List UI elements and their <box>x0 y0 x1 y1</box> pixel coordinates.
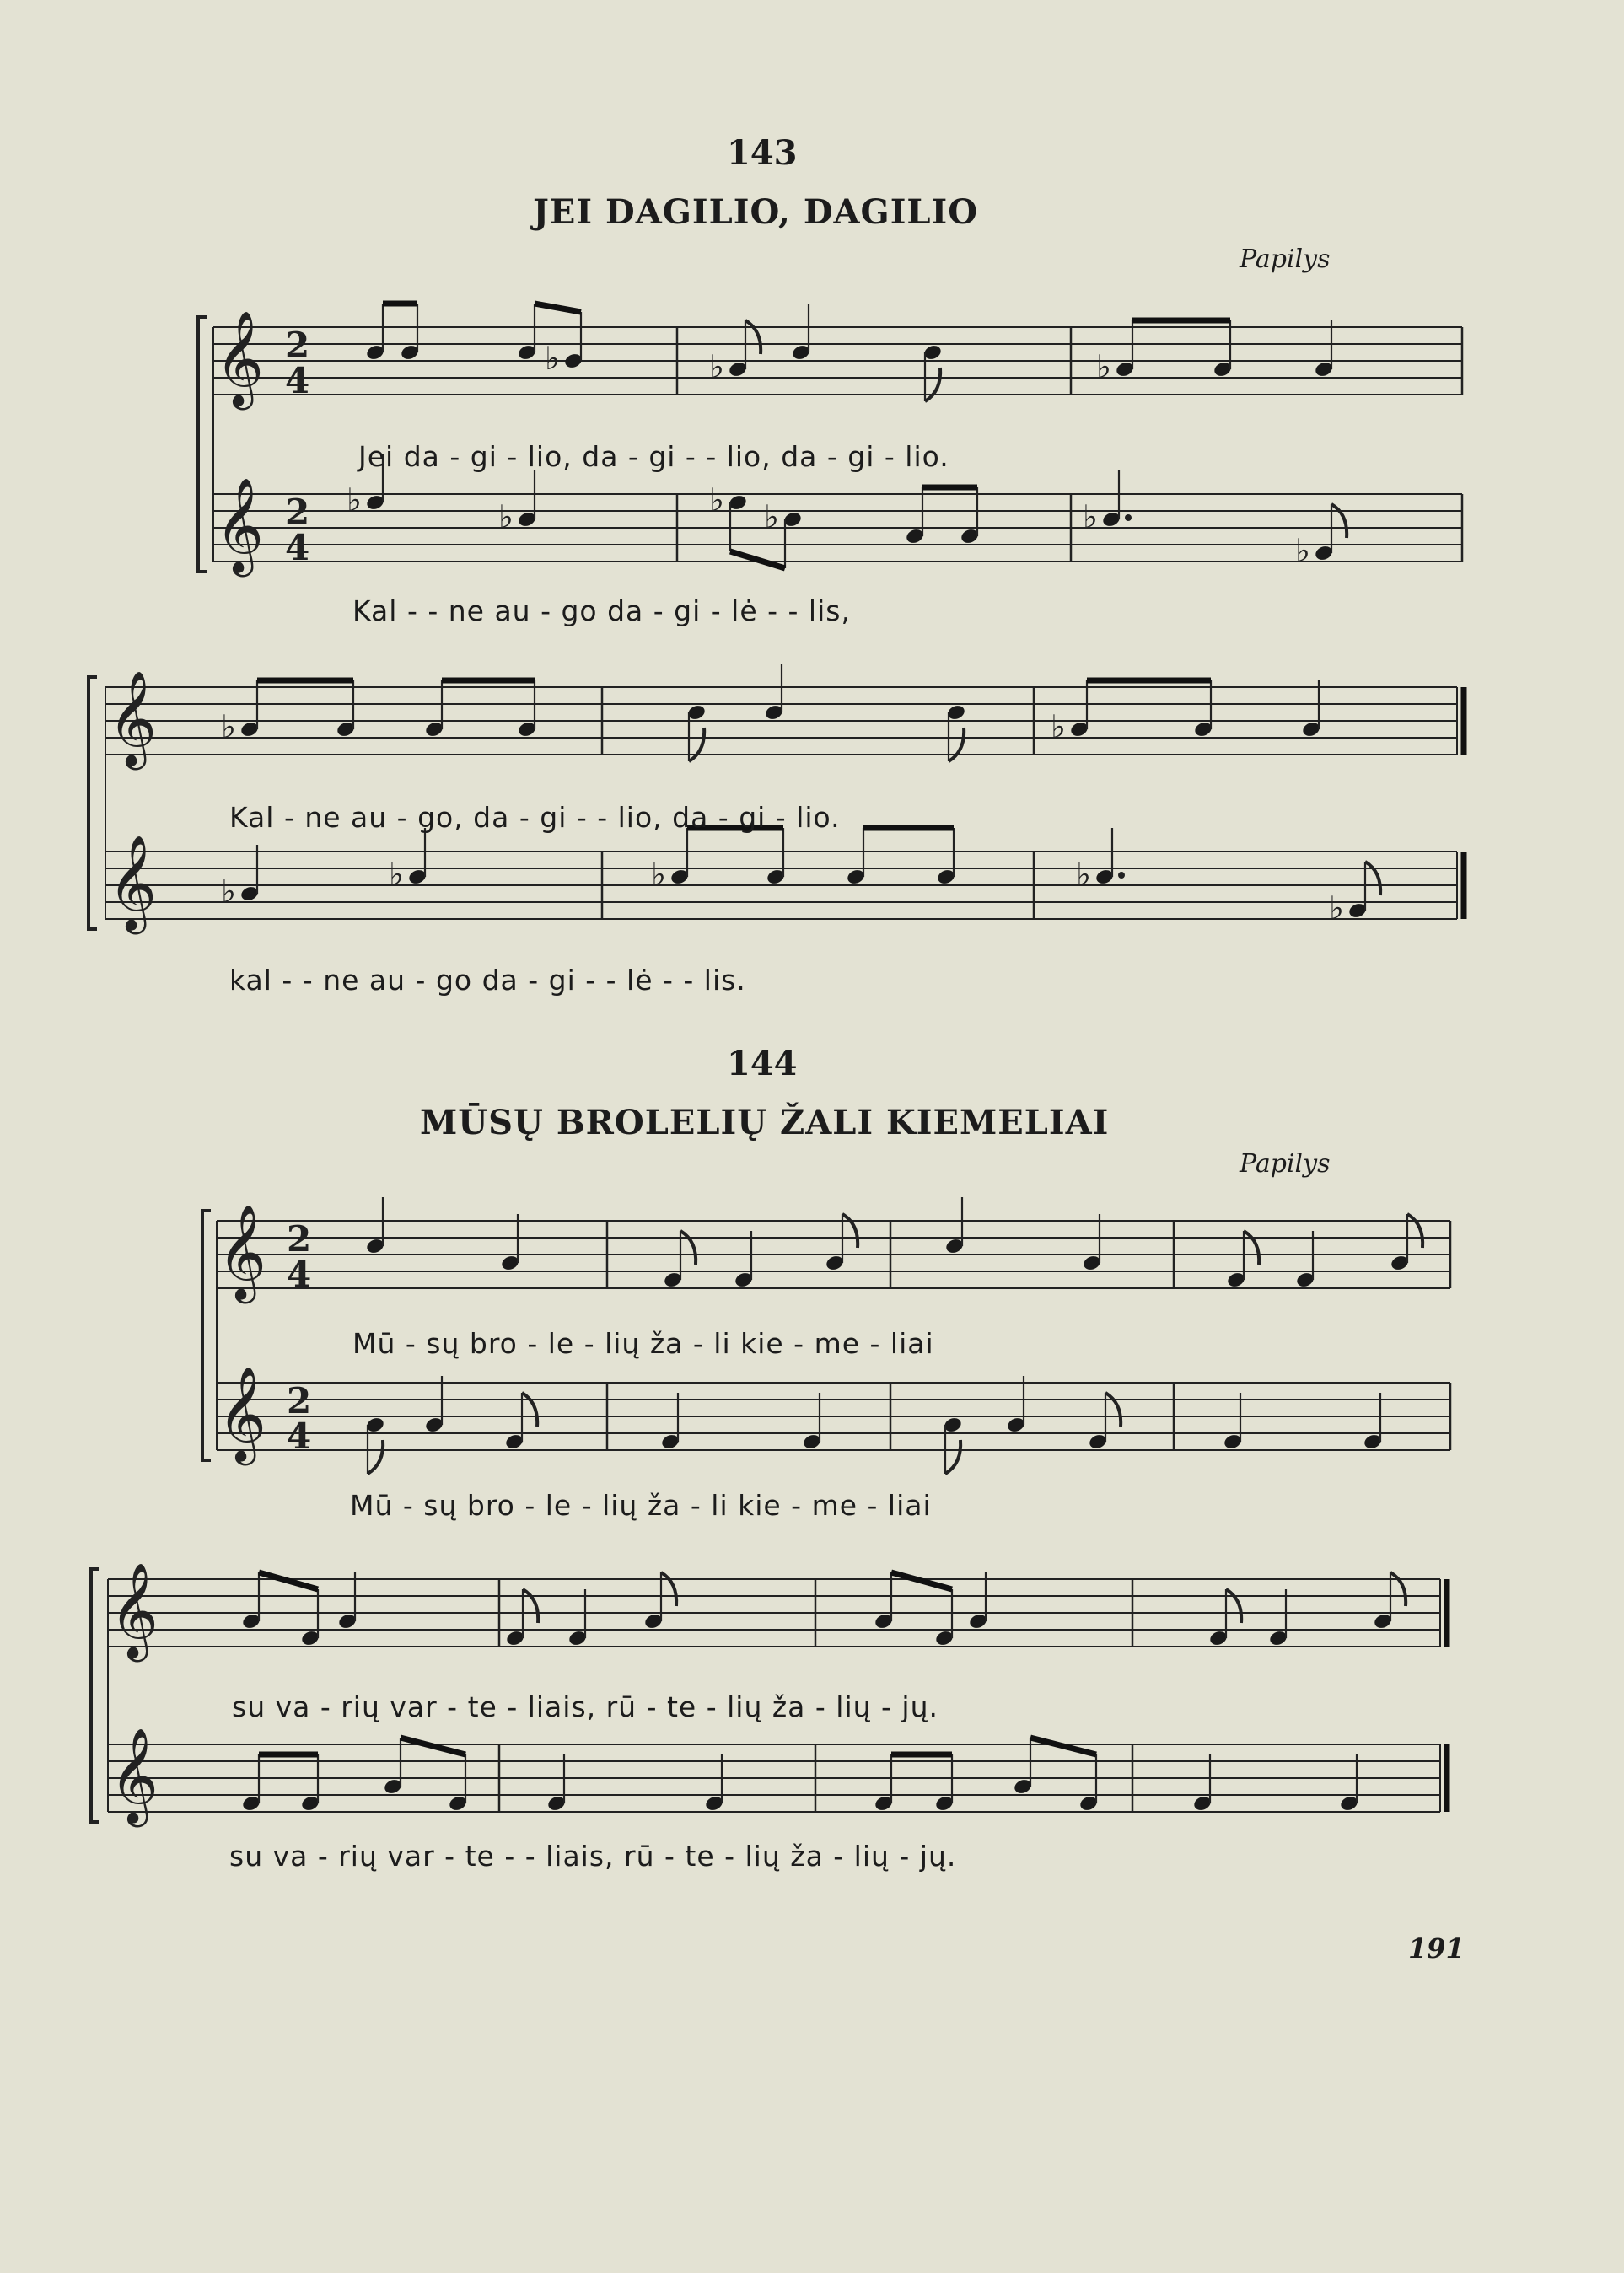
system-bracket <box>202 1211 211 1460</box>
note-flag <box>842 1214 858 1248</box>
note-beam <box>1030 1738 1096 1754</box>
system-bracket <box>91 1569 99 1822</box>
time-signature: 4 <box>285 527 310 568</box>
flat-accidental: ♭ <box>651 856 666 893</box>
song-number: 143 <box>727 133 798 173</box>
song-region: Papilys <box>1240 1149 1331 1179</box>
flat-accidental: ♭ <box>1329 889 1344 927</box>
treble-clef-icon: 𝄞 <box>215 477 264 573</box>
flat-accidental: ♭ <box>498 498 514 535</box>
note-flag <box>925 368 940 401</box>
note-flag <box>680 1231 696 1265</box>
note-flag <box>949 728 964 761</box>
note-beam <box>730 551 785 568</box>
lyrics-line: su va - rių var - te - - liais, rū - te - lių ža - lių - jų. <box>229 1840 957 1873</box>
time-signature: 2 <box>287 1380 312 1421</box>
note-flag <box>1331 504 1347 538</box>
lyrics-line: Mū - sų bro - le - lių ža - li kie - me - liai <box>350 1489 932 1522</box>
flat-accidental: ♭ <box>347 481 362 519</box>
system-bracket <box>198 317 207 572</box>
flat-accidental: ♭ <box>1096 348 1111 385</box>
note-flag <box>522 1393 537 1427</box>
note-beam <box>535 304 581 312</box>
flat-accidental: ♭ <box>709 481 724 519</box>
flat-accidental: ♭ <box>709 348 724 385</box>
treble-clef-icon: 𝄞 <box>108 835 157 931</box>
song-title: JEI DAGILIO, DAGILIO <box>533 192 979 232</box>
note-beam <box>259 1572 318 1589</box>
time-signature: 4 <box>287 1254 312 1295</box>
flat-accidental: ♭ <box>764 498 779 535</box>
note-flag <box>1105 1393 1121 1427</box>
lyrics-line: Mū - sų bro - le - lių ža - li kie - me - liai <box>352 1327 934 1360</box>
note-flag <box>1365 862 1380 895</box>
page-number: 191 <box>1408 1932 1465 1964</box>
flat-accidental: ♭ <box>1051 708 1066 745</box>
treble-clef-icon: 𝄞 <box>218 1366 266 1462</box>
note-flag <box>1226 1589 1241 1623</box>
flat-accidental: ♭ <box>389 856 404 893</box>
lyrics-line: Kal - ne au - go, da - gi - - lio, da - gi - lio. <box>229 801 841 834</box>
flat-accidental: ♭ <box>1295 532 1310 569</box>
flat-accidental: ♭ <box>221 708 236 745</box>
time-signature: 2 <box>287 1218 312 1260</box>
song-number: 144 <box>727 1044 798 1083</box>
song-title: MŪSŲ BROLELIŲ ŽALI KIEMELIAI <box>420 1103 1110 1142</box>
flat-accidental: ♭ <box>545 340 560 377</box>
time-signature: 4 <box>285 360 310 401</box>
time-signature: 4 <box>287 1416 312 1457</box>
flat-accidental: ♭ <box>1076 856 1091 893</box>
note-flag <box>945 1440 960 1474</box>
lyrics-line: kal - - ne au - go da - gi - - lė - - lis. <box>229 964 746 997</box>
note-flag <box>661 1572 676 1606</box>
treble-clef-icon: 𝄞 <box>215 310 264 406</box>
lyrics-line: Jei da - gi - lio, da - gi - - lio, da - gi - lio. <box>358 440 949 473</box>
time-signature: 2 <box>285 325 310 366</box>
treble-clef-icon: 𝄞 <box>218 1204 266 1300</box>
lyrics-line: su va - rių var - te - liais, rū - te - lių ža - lių - jų. <box>232 1690 938 1723</box>
flat-accidental: ♭ <box>221 873 236 910</box>
note-flag <box>1390 1572 1406 1606</box>
note-flag <box>745 320 761 354</box>
note-flag <box>1407 1214 1422 1248</box>
note-flag <box>689 728 704 761</box>
treble-clef-icon: 𝄞 <box>108 670 157 766</box>
augmentation-dot <box>1125 514 1132 521</box>
note-beam <box>401 1738 465 1754</box>
song-region: Papilys <box>1240 244 1331 274</box>
treble-clef-icon: 𝄞 <box>110 1562 159 1658</box>
note-beam <box>891 1572 952 1589</box>
augmentation-dot <box>1118 872 1125 879</box>
note-flag <box>368 1440 383 1474</box>
treble-clef-icon: 𝄞 <box>110 1728 159 1824</box>
lyrics-line: Kal - - ne au - go da - gi - lė - - lis, <box>352 594 851 627</box>
note-flag <box>523 1589 538 1623</box>
note-flag <box>1244 1231 1259 1265</box>
flat-accidental: ♭ <box>1083 498 1098 535</box>
time-signature: 2 <box>285 492 310 533</box>
system-bracket <box>89 677 97 929</box>
